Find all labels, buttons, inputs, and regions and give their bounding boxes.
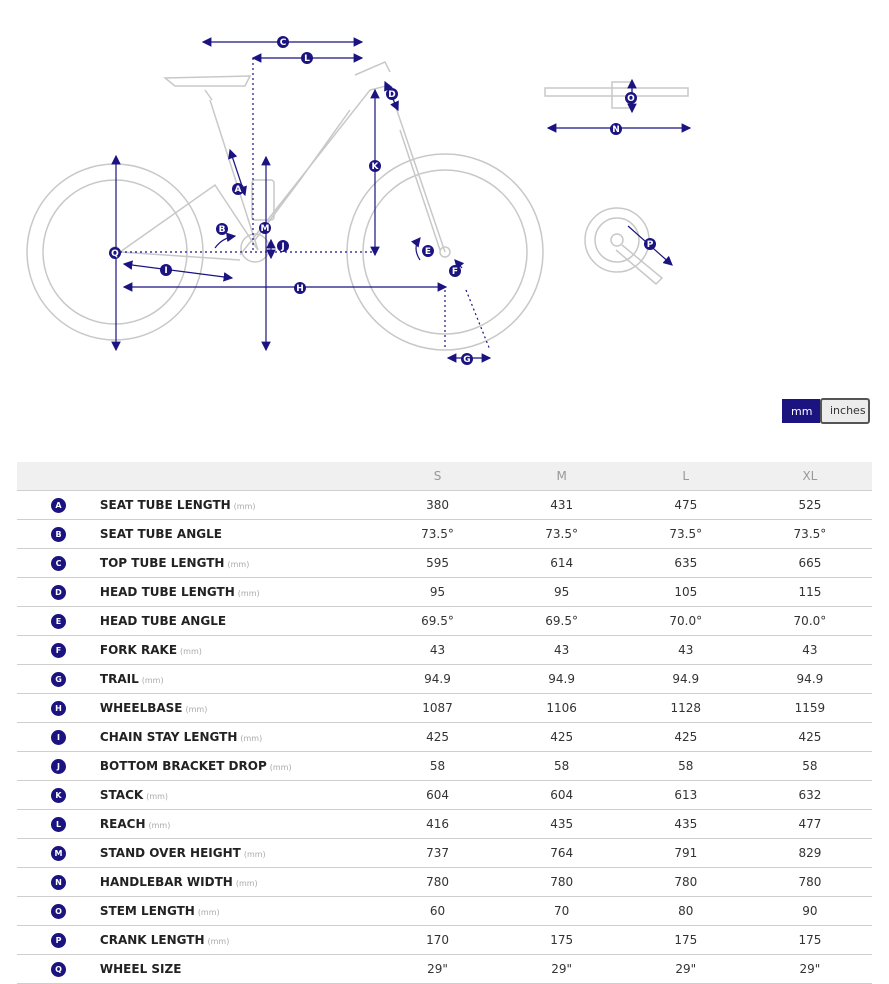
header-size: L (624, 462, 748, 491)
bike-geometry-diagram (0, 0, 889, 400)
row-value-cell: 604 (500, 781, 624, 810)
row-value-cell: 29" (375, 955, 499, 984)
row-code-badge: B (51, 527, 66, 542)
row-value-cell: 1128 (624, 694, 748, 723)
row-code-cell (17, 752, 99, 781)
row-value-cell: 94.9 (748, 665, 872, 694)
row-code-cell (17, 926, 99, 955)
row-code-badge: J (51, 759, 66, 774)
table-row (17, 752, 872, 781)
row-value-cell: 604 (375, 781, 499, 810)
table-row (17, 839, 872, 868)
row-code-cell (17, 955, 99, 984)
marker-Q (109, 247, 121, 259)
row-value-cell: 425 (624, 723, 748, 752)
row-label-cell (99, 781, 376, 810)
table-row (17, 665, 872, 694)
row-value-cell: 613 (624, 781, 748, 810)
row-code-cell (17, 520, 99, 549)
marker-N (610, 123, 622, 135)
marker-F (449, 265, 461, 277)
table-row (17, 607, 872, 636)
table-row (17, 549, 872, 578)
row-label-cell (99, 665, 376, 694)
row-code-badge: Q (51, 962, 66, 977)
row-value-cell: 780 (748, 868, 872, 897)
marker-P (644, 238, 656, 250)
svg-text:C: C (279, 38, 287, 48)
row-value-cell: 780 (375, 868, 499, 897)
row-label: SEAT TUBE ANGLE (99, 527, 222, 541)
svg-text:N: N (612, 125, 620, 135)
row-value-cell: 73.5° (375, 520, 499, 549)
row-value-cell: 73.5° (748, 520, 872, 549)
row-value-cell: 58 (748, 752, 872, 781)
row-code-badge: A (51, 498, 66, 513)
row-unit: (mm) (269, 763, 292, 772)
row-value-cell: 94.9 (500, 665, 624, 694)
row-code-cell (17, 578, 99, 607)
svg-text:F: F (451, 267, 459, 277)
row-value-cell: 170 (375, 926, 499, 955)
row-label-cell (99, 752, 376, 781)
row-value-cell: 94.9 (375, 665, 499, 694)
header-blank (17, 462, 99, 491)
row-code-cell (17, 897, 99, 926)
row-value-cell: 175 (500, 926, 624, 955)
marker-A (232, 183, 244, 195)
row-value-cell: 70.0° (748, 607, 872, 636)
row-unit: (mm) (180, 647, 202, 656)
row-value-cell: 95 (500, 578, 624, 607)
svg-text:I: I (164, 266, 168, 276)
row-value-cell: 73.5° (624, 520, 748, 549)
row-value-cell: 69.5° (500, 607, 624, 636)
row-value-cell: 29" (624, 955, 748, 984)
row-label: HANDLEBAR WIDTH (99, 875, 233, 889)
row-value-cell: 94.9 (624, 665, 748, 694)
row-value-cell: 58 (500, 752, 624, 781)
header-blank-label (99, 462, 376, 491)
row-code-badge: I (51, 730, 66, 745)
table-row (17, 868, 872, 897)
row-value-cell: 764 (500, 839, 624, 868)
geometry-table (17, 462, 872, 984)
row-code-cell (17, 868, 99, 897)
row-value-cell: 595 (375, 549, 499, 578)
unit-toggle (782, 399, 870, 424)
row-value-cell: 43 (748, 636, 872, 665)
row-label-cell (99, 723, 376, 752)
row-value-cell: 525 (748, 491, 872, 520)
row-value-cell: 80 (624, 897, 748, 926)
row-code-badge: O (51, 904, 66, 919)
row-label-cell (99, 549, 376, 578)
row-value-cell: 435 (624, 810, 748, 839)
row-label: STACK (99, 788, 144, 802)
table-row (17, 578, 872, 607)
table-row (17, 926, 872, 955)
svg-text:E: E (424, 247, 432, 257)
row-label-cell (99, 810, 376, 839)
row-value-cell: 635 (624, 549, 748, 578)
row-label-cell (99, 694, 376, 723)
bike-outline (27, 62, 688, 350)
row-value-cell: 780 (500, 868, 624, 897)
row-value-cell: 95 (375, 578, 499, 607)
row-code-badge: P (51, 933, 66, 948)
row-value-cell: 69.5° (375, 607, 499, 636)
row-value-cell: 115 (748, 578, 872, 607)
row-label: CHAIN STAY LENGTH (99, 730, 238, 744)
row-label-cell (99, 926, 376, 955)
row-value-cell: 416 (375, 810, 499, 839)
svg-text:Q: Q (111, 249, 119, 259)
row-value-cell: 43 (375, 636, 499, 665)
row-value-cell: 43 (500, 636, 624, 665)
row-unit: (mm) (185, 705, 208, 714)
row-code-cell (17, 810, 99, 839)
marker-K (369, 160, 381, 172)
row-label-cell (99, 897, 376, 926)
row-code-badge: G (51, 672, 66, 687)
row-value-cell: 435 (500, 810, 624, 839)
row-value-cell: 737 (375, 839, 499, 868)
row-value-cell: 431 (500, 491, 624, 520)
row-value-cell: 791 (624, 839, 748, 868)
row-value-cell: 475 (624, 491, 748, 520)
row-value-cell: 780 (624, 868, 748, 897)
row-unit: (mm) (243, 850, 266, 859)
row-value-cell: 1159 (748, 694, 872, 723)
table-row (17, 723, 872, 752)
row-value-cell: 29" (748, 955, 872, 984)
row-code-cell (17, 694, 99, 723)
table-row (17, 955, 872, 984)
row-code-badge: K (51, 788, 66, 803)
row-label: HEAD TUBE ANGLE (99, 614, 227, 628)
unit-mm-button[interactable]: mm (782, 399, 820, 423)
row-value-cell: 614 (500, 549, 624, 578)
row-unit: (mm) (197, 908, 220, 917)
row-code-badge: M (51, 846, 66, 861)
row-label-cell (99, 578, 376, 607)
row-unit: (mm) (148, 821, 171, 830)
row-value-cell: 58 (375, 752, 499, 781)
row-value-cell: 70 (500, 897, 624, 926)
marker-O (625, 92, 637, 104)
row-code-badge: H (51, 701, 66, 716)
row-value-cell: 105 (624, 578, 748, 607)
row-code-badge: D (51, 585, 66, 600)
row-label: CRANK LENGTH (99, 933, 205, 947)
row-value-cell: 29" (500, 955, 624, 984)
svg-text:M: M (260, 224, 270, 234)
row-code-badge: L (51, 817, 66, 832)
row-value-cell: 477 (748, 810, 872, 839)
svg-text:P: P (646, 240, 654, 250)
row-label-cell (99, 868, 376, 897)
row-code-badge: F (51, 643, 66, 658)
table-row (17, 897, 872, 926)
svg-text:A: A (234, 185, 242, 195)
row-label: STEM LENGTH (99, 904, 195, 918)
row-value-cell: 425 (375, 723, 499, 752)
row-label: SEAT TUBE LENGTH (99, 498, 231, 512)
row-value-cell: 58 (624, 752, 748, 781)
row-code-cell (17, 549, 99, 578)
row-code-badge: C (51, 556, 66, 571)
row-code-badge: E (51, 614, 66, 629)
row-value-cell: 175 (748, 926, 872, 955)
marker-E (422, 245, 434, 257)
row-label: HEAD TUBE LENGTH (99, 585, 235, 599)
row-value-cell: 829 (748, 839, 872, 868)
row-code-cell (17, 607, 99, 636)
row-label-cell (99, 955, 376, 984)
marker-M (259, 222, 271, 234)
marker-I (160, 264, 172, 276)
table-row (17, 520, 872, 549)
header-size: M (500, 462, 624, 491)
row-value-cell: 1106 (500, 694, 624, 723)
row-unit: (mm) (146, 792, 169, 801)
row-unit: (mm) (207, 937, 230, 946)
header-size: XL (748, 462, 872, 491)
svg-text:O: O (627, 94, 635, 104)
row-label: WHEELBASE (99, 701, 183, 715)
row-code-cell (17, 839, 99, 868)
row-label: BOTTOM BRACKET DROP (99, 759, 267, 773)
row-value-cell: 1087 (375, 694, 499, 723)
row-value-cell: 73.5° (500, 520, 624, 549)
row-label: REACH (99, 817, 146, 831)
row-unit: (mm) (240, 734, 263, 743)
unit-inches-button[interactable]: inches (820, 398, 870, 424)
row-code-badge: N (51, 875, 66, 890)
row-code-cell (17, 723, 99, 752)
row-label: TRAIL (99, 672, 139, 686)
row-unit: (mm) (227, 560, 250, 569)
row-value-cell: 632 (748, 781, 872, 810)
marker-J (277, 240, 289, 252)
dimension-lines (116, 42, 690, 358)
svg-text:K: K (371, 162, 379, 172)
row-value-cell: 425 (500, 723, 624, 752)
marker-H (294, 282, 306, 294)
table-row (17, 781, 872, 810)
row-unit: (mm) (235, 879, 258, 888)
row-code-cell (17, 665, 99, 694)
row-value-cell: 175 (624, 926, 748, 955)
row-label: TOP TUBE LENGTH (99, 556, 225, 570)
row-value-cell: 380 (375, 491, 499, 520)
table-row (17, 636, 872, 665)
row-value-cell: 60 (375, 897, 499, 926)
svg-text:D: D (388, 90, 396, 100)
row-value-cell: 665 (748, 549, 872, 578)
row-label-cell (99, 491, 376, 520)
marker-L (301, 52, 313, 64)
row-label-cell (99, 839, 376, 868)
row-label-cell (99, 607, 376, 636)
marker-C (277, 36, 289, 48)
row-value-cell: 425 (748, 723, 872, 752)
row-label-cell (99, 636, 376, 665)
row-value-cell: 70.0° (624, 607, 748, 636)
row-value-cell: 90 (748, 897, 872, 926)
svg-text:J: J (281, 242, 285, 252)
marker-D (386, 88, 398, 100)
row-code-cell (17, 491, 99, 520)
row-unit: (mm) (237, 589, 260, 598)
svg-text:B: B (218, 225, 226, 235)
row-unit: (mm) (141, 676, 164, 685)
row-unit: (mm) (233, 502, 256, 511)
svg-text:H: H (296, 284, 304, 294)
table-row (17, 491, 872, 520)
marker-B (216, 223, 228, 235)
row-code-cell (17, 781, 99, 810)
svg-text:G: G (463, 355, 471, 365)
row-label: FORK RAKE (99, 643, 178, 657)
marker-G (461, 353, 473, 365)
row-label-cell (99, 520, 376, 549)
table-header-row (17, 462, 872, 491)
svg-text:L: L (304, 54, 310, 64)
row-value-cell: 43 (624, 636, 748, 665)
table-row (17, 694, 872, 723)
header-size: S (375, 462, 499, 491)
row-label: STAND OVER HEIGHT (99, 846, 241, 860)
row-code-cell (17, 636, 99, 665)
row-label: WHEEL SIZE (99, 962, 182, 976)
table-row (17, 810, 872, 839)
